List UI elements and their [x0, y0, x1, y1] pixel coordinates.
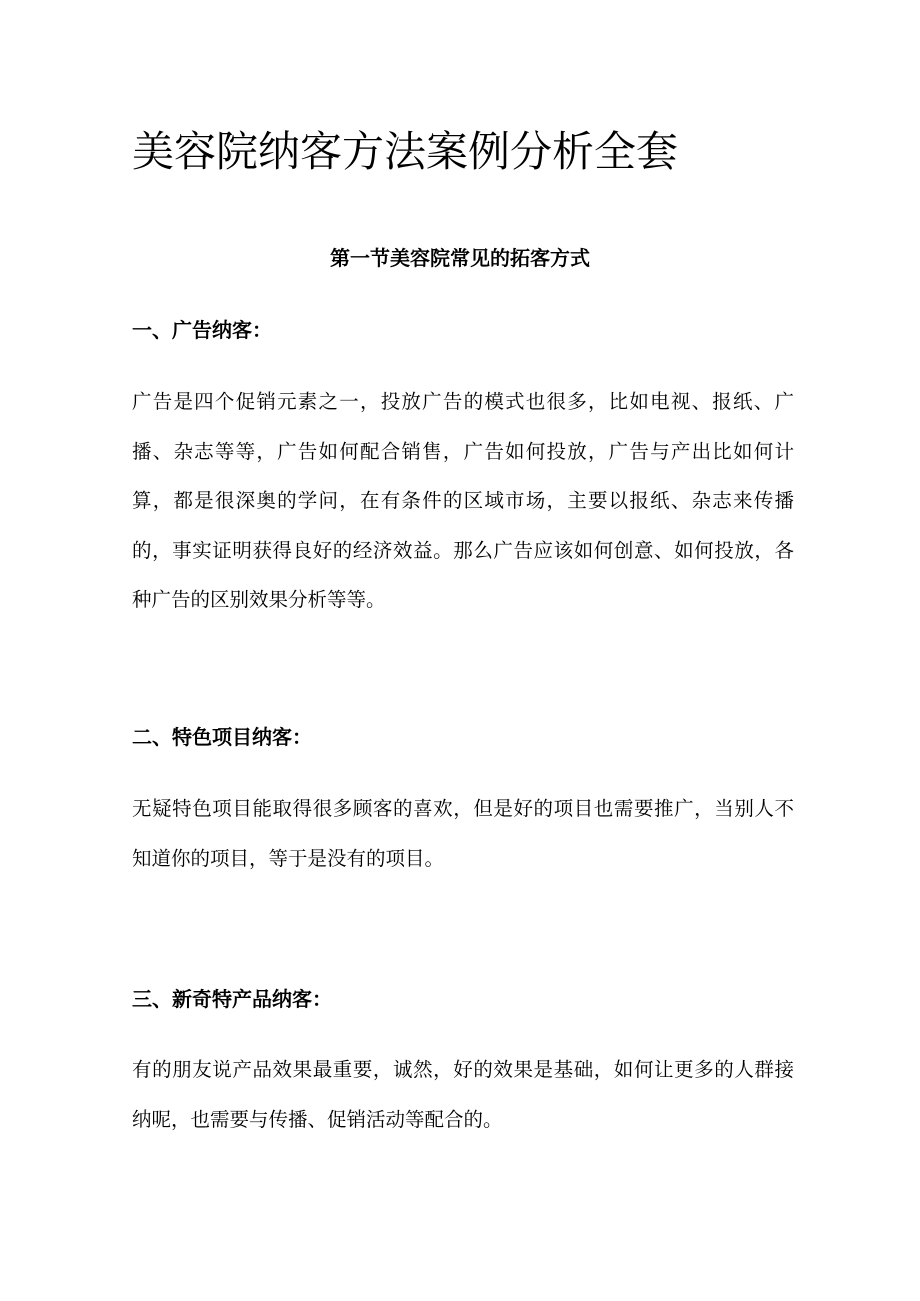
section-title: 第一节美容院常见的拓客方式 — [330, 246, 590, 270]
heading-featured-projects: 二、特色项目纳客： — [132, 725, 312, 749]
paragraph-novel-products: 有的朋友说产品效果最重要，诚然，好的效果是基础，如何让更多的人群接纳呢，也需要与传播、促销活动等配合的。 — [132, 1058, 794, 1131]
heading-novel-products: 三、新奇特产品纳客： — [132, 987, 332, 1011]
paragraph-advertising: 广告是四个促销元素之一，投放广告的模式也很多，比如电视、报纸、广播、杂志等等，广告如何配合销售，广告如何投放，广告与产出比如何计算，都是很深奥的学问，在有条件的区域市场，主要以报纸、杂志来传播的，事实证明获得良好的经济效益。那么广告应该如何创意、如何投放，各种广告的区别效果分析等等。 — [132, 390, 794, 612]
heading-advertising: 一、广告纳客： — [132, 318, 272, 342]
paragraph-featured-projects: 无疑特色项目能取得很多顾客的喜欢，但是好的项目也需要推广，当别人不知道你的项目，等于是没有的项目。 — [132, 797, 794, 870]
document-title: 美容院纳客方法案例分析全套 — [132, 127, 679, 176]
